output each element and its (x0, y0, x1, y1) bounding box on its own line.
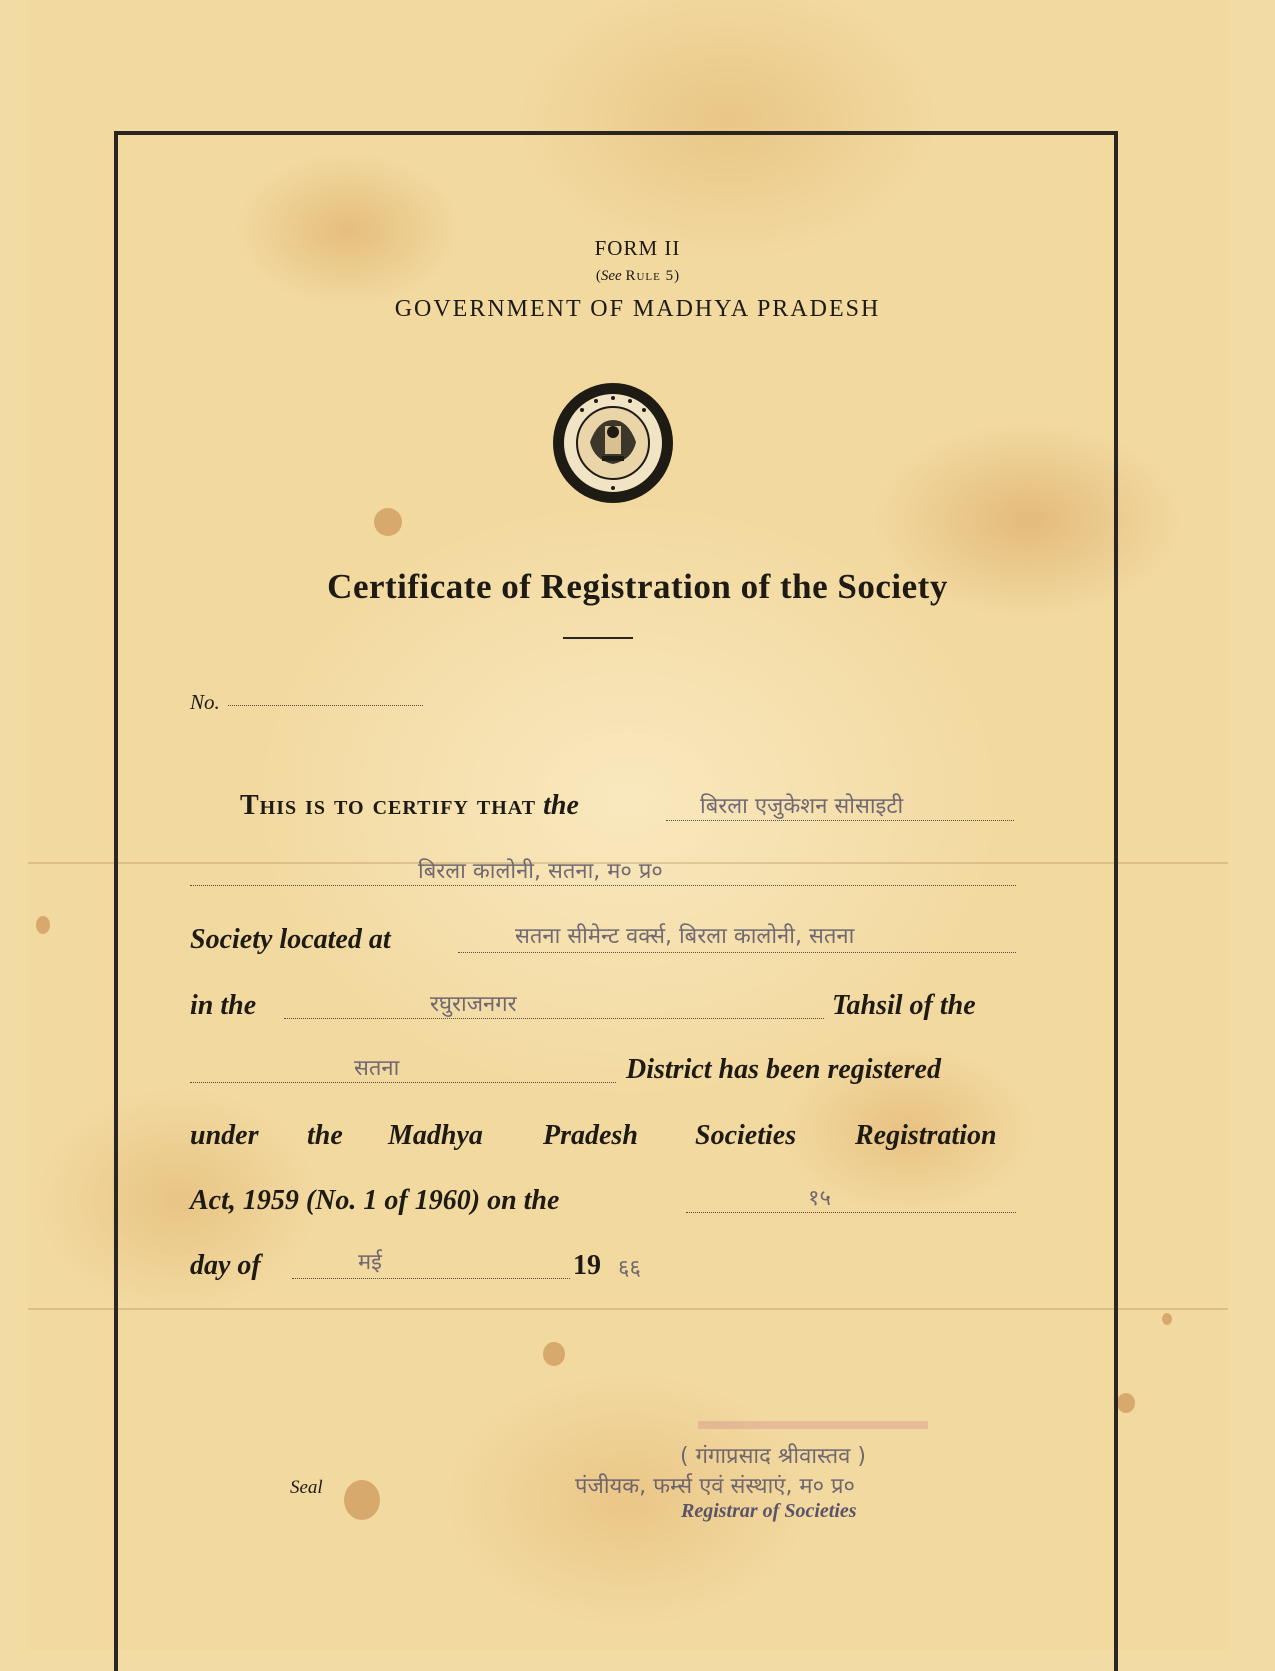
location-dotted-line (458, 952, 1016, 953)
date-day-value: १५ (808, 1186, 831, 1211)
title-underline (563, 637, 633, 639)
act-line: Act, 1959 (No. 1 of 1960) on the (190, 1185, 560, 1216)
month-value: मई (358, 1250, 382, 1275)
act-word: the (307, 1120, 343, 1151)
rule-reference: (See Rule 5) (595, 268, 680, 284)
stain-spot (1117, 1393, 1135, 1413)
government-heading: GOVERNMENT OF MADHYA PRADESH (394, 296, 881, 322)
district-label: District has been registered (626, 1054, 941, 1085)
act-word: Societies (695, 1120, 797, 1151)
act-word: Registration (855, 1120, 997, 1151)
certificate-title: Certificate of Registration of the Society (327, 567, 948, 606)
number-dotted-line (228, 705, 423, 706)
society-address-value: बिरला कालोनी, सतना, म० प्र० (418, 859, 663, 884)
district-value: सतना (354, 1056, 400, 1081)
year-prefix: 19 (573, 1250, 601, 1281)
district-dotted-line (190, 1082, 616, 1083)
signatory-title: पंजीयक, फर्म्स एवं संस्थाएं, म० प्र० (575, 1474, 855, 1499)
year-value: ६६ (618, 1256, 641, 1281)
tahsil-value: रघुराजनगर (430, 992, 517, 1017)
location-value: सतना सीमेन्ट वर्क्स, बिरला कालोनी, सतना (515, 924, 855, 949)
society-name-dotted-line (666, 820, 1014, 821)
stain-spot (1162, 1313, 1172, 1325)
seal-label: Seal (290, 1477, 323, 1498)
form-number: FORM II (594, 236, 681, 260)
stamp-impression (698, 1421, 928, 1429)
month-dotted-line (292, 1278, 570, 1279)
state-emblem-icon (550, 380, 676, 506)
certificate-border (114, 131, 1118, 1671)
date-day-dotted-line (686, 1212, 1016, 1213)
society-name-value: बिरला एजुकेशन सोसाइटी (700, 794, 904, 819)
tahsil-dotted-line (284, 1018, 824, 1019)
tahsil-label: Tahsil of the (832, 990, 976, 1021)
registrar-label: Registrar of Societies (681, 1500, 857, 1522)
day-of-label: day of (190, 1250, 261, 1281)
located-label: Society located at (190, 924, 391, 955)
stain-spot (36, 916, 50, 934)
in-the-label: in the (190, 990, 257, 1021)
number-label: No. (190, 690, 220, 714)
act-word: Pradesh (543, 1120, 638, 1151)
society-address-dotted-line (190, 885, 1016, 886)
act-word: under (190, 1120, 259, 1151)
act-word: Madhya (388, 1120, 483, 1151)
signatory-name: ( गंगाप्रसाद श्रीवास्तव ) (680, 1444, 866, 1469)
certify-intro: This is to certify that the (240, 790, 579, 821)
